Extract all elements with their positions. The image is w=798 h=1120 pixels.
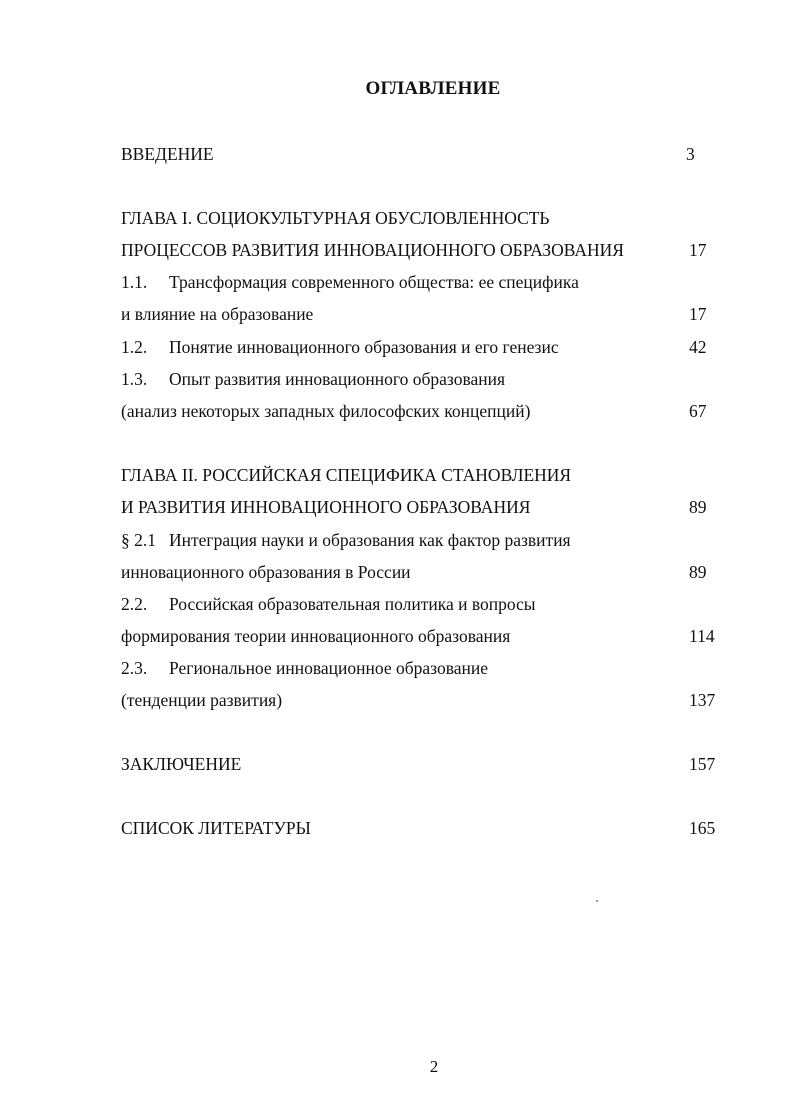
chapter1-page: 17 [689, 240, 707, 260]
section-2-1-page: 89 [689, 562, 707, 582]
section-1-2-number: 1.2. [121, 337, 148, 357]
section-1-1-line1 [121, 271, 579, 293]
chapter2-title-line1: ГЛАВА II. РОССИЙСКАЯ СПЕЦИФИКА СТАНОВЛЕНИЯ [121, 465, 572, 485]
toc-conclusion-label: ЗАКЛЮЧЕНИЕ [121, 754, 242, 774]
section-2-3-page: 137 [689, 690, 716, 710]
section-1-3-line1 [121, 368, 505, 390]
section-2-2-line2: формирования теории инновационного образования [121, 626, 511, 646]
section-1-3-line2: (анализ некоторых западных философских концепций) [121, 401, 531, 421]
section-1-1-title: Трансформация современного общества: ее специфика [169, 272, 579, 292]
section-2-3-title: Региональное инновационное образование [169, 658, 489, 678]
section-2-3-number: 2.3. [121, 658, 148, 678]
section-2-2-title: Российская образовательная политика и вопросы [169, 594, 536, 614]
toc-intro-label: ВВЕДЕНИЕ [121, 144, 214, 164]
section-1-1-line2: и влияние на образование [121, 304, 314, 324]
toc-bibliography-page: 165 [689, 818, 716, 838]
chapter1-title-line1: ГЛАВА I. СОЦИОКУЛЬТУРНАЯ ОБУСЛОВЛЕННОСТЬ [121, 208, 550, 228]
section-2-2-page: 114 [689, 626, 715, 646]
section-1-2-line1 [121, 336, 559, 358]
section-2-1-title: Интеграция науки и образования как фактор развития [169, 530, 571, 550]
section-2-2-number: 2.2. [121, 594, 148, 614]
toc-bibliography-label: СПИСОК ЛИТЕРАТУРЫ [121, 818, 311, 838]
scan-speck [596, 900, 598, 902]
chapter1-title-line2: ПРОЦЕССОВ РАЗВИТИЯ ИННОВАЦИОННОГО ОБРАЗОВАНИЯ [121, 240, 624, 260]
section-2-2-line1 [121, 593, 536, 615]
section-2-1-line1 [121, 529, 571, 551]
chapter2-page: 89 [689, 497, 707, 517]
toc-conclusion-page: 157 [689, 754, 716, 774]
section-1-3-title: Опыт развития инновационного образования [169, 369, 506, 389]
toc-intro-page: 3 [686, 144, 695, 164]
section-1-1-page: 17 [689, 304, 707, 324]
toc-title: ОГЛАВЛЕНИЕ [365, 78, 501, 99]
section-2-3-line2: (тенденции развития) [121, 690, 283, 710]
section-2-1-number: § 2.1 [121, 530, 156, 550]
section-1-2-page: 42 [689, 337, 707, 357]
section-1-2-title: Понятие инновационного образования и его генезис [169, 337, 559, 357]
section-1-3-page: 67 [689, 401, 707, 421]
section-2-1-line2: инновационного образования в России [121, 562, 411, 582]
section-1-3-number: 1.3. [121, 369, 148, 389]
page-number: 2 [429, 1057, 439, 1076]
section-2-3-line1 [121, 657, 488, 679]
section-1-1-number: 1.1. [121, 272, 148, 292]
chapter2-title-line2: И РАЗВИТИЯ ИННОВАЦИОННОГО ОБРАЗОВАНИЯ [121, 497, 531, 517]
